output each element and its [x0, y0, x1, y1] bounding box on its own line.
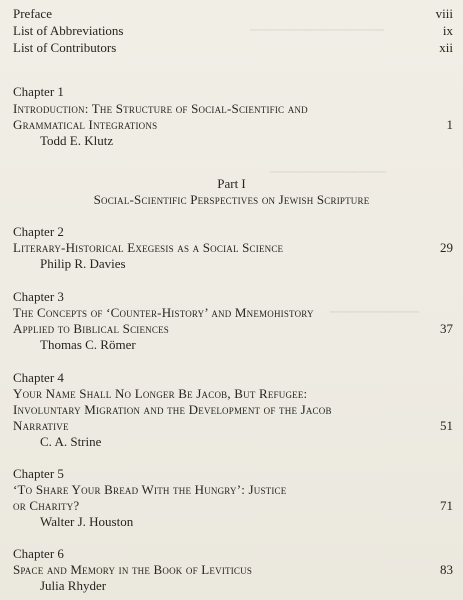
- toc-entry-abbreviations: List of Abbreviations: [13, 23, 124, 38]
- chapter-author: Thomas C. Römer: [40, 337, 136, 352]
- part-title: Social-Scientific Perspectives on Jewish Scripture: [93, 192, 370, 207]
- chapter-heading: Chapter 6: [13, 546, 64, 561]
- chapter-author: Todd E. Klutz: [40, 133, 114, 148]
- chapter-page-number: 51: [440, 418, 453, 433]
- toc-page-contributors: xii: [439, 40, 453, 55]
- chapter-author: Philip R. Davies: [40, 256, 126, 271]
- part-label: Part I: [217, 176, 246, 191]
- toc-page-preface: viii: [435, 6, 453, 21]
- toc-entry-contributors: List of Contributors: [13, 40, 117, 55]
- toc-entry-preface: Preface: [13, 6, 52, 21]
- chapter-title: Applied to Biblical Sciences: [13, 321, 169, 336]
- chapter-title: The Concepts of ‘Counter-History’ and Mnemohistory: [13, 305, 314, 320]
- chapter-heading: Chapter 2: [13, 224, 64, 239]
- chapter-title: Literary-Historical Exegesis as a Social Science: [13, 240, 284, 255]
- chapter-title: or Charity?: [13, 498, 80, 513]
- chapter-title: Introduction: The Structure of Social-Scientific and: [13, 101, 308, 116]
- bleed-through-text: ▁▁▁▁▁▁▁▁▁▁: [330, 301, 420, 313]
- chapter-page-number: 71: [440, 498, 453, 513]
- chapter-heading: Chapter 1: [13, 84, 64, 99]
- chapter-title: Narrative: [13, 418, 69, 433]
- bleed-through-text: ▁▁▁▁▁▁▁▁▁▁▁▁▁: [270, 161, 387, 173]
- chapter-heading: Chapter 4: [13, 370, 64, 385]
- chapter-title: Involuntary Migration and the Development of the Jacob: [13, 402, 332, 417]
- chapter-title: ‘To Share Your Bread With the Hungry’: Justice: [13, 482, 287, 497]
- chapter-title: Space and Memory in the Book of Leviticus: [13, 562, 253, 577]
- chapter-heading: Chapter 3: [13, 289, 64, 304]
- chapter-title: Your Name Shall No Longer Be Jacob, But Refugee:: [13, 386, 308, 401]
- chapter-page-number: 37: [440, 321, 453, 336]
- toc-page-abbreviations: ix: [442, 23, 453, 38]
- chapter-author: Julia Rhyder: [40, 578, 107, 593]
- chapter-page-number: 29: [440, 240, 453, 255]
- bleed-through-text: ▁▁▁▁▁▁▁▁▁▁▁▁▁▁▁: [250, 19, 385, 31]
- chapter-heading: Chapter 5: [13, 466, 64, 481]
- chapter-page-number: 1: [446, 117, 453, 132]
- chapter-page-number: 83: [440, 562, 453, 577]
- chapter-author: Walter J. Houston: [40, 514, 134, 529]
- chapter-title: Grammatical Integrations: [13, 117, 158, 132]
- chapter-author: C. A. Strine: [40, 434, 102, 449]
